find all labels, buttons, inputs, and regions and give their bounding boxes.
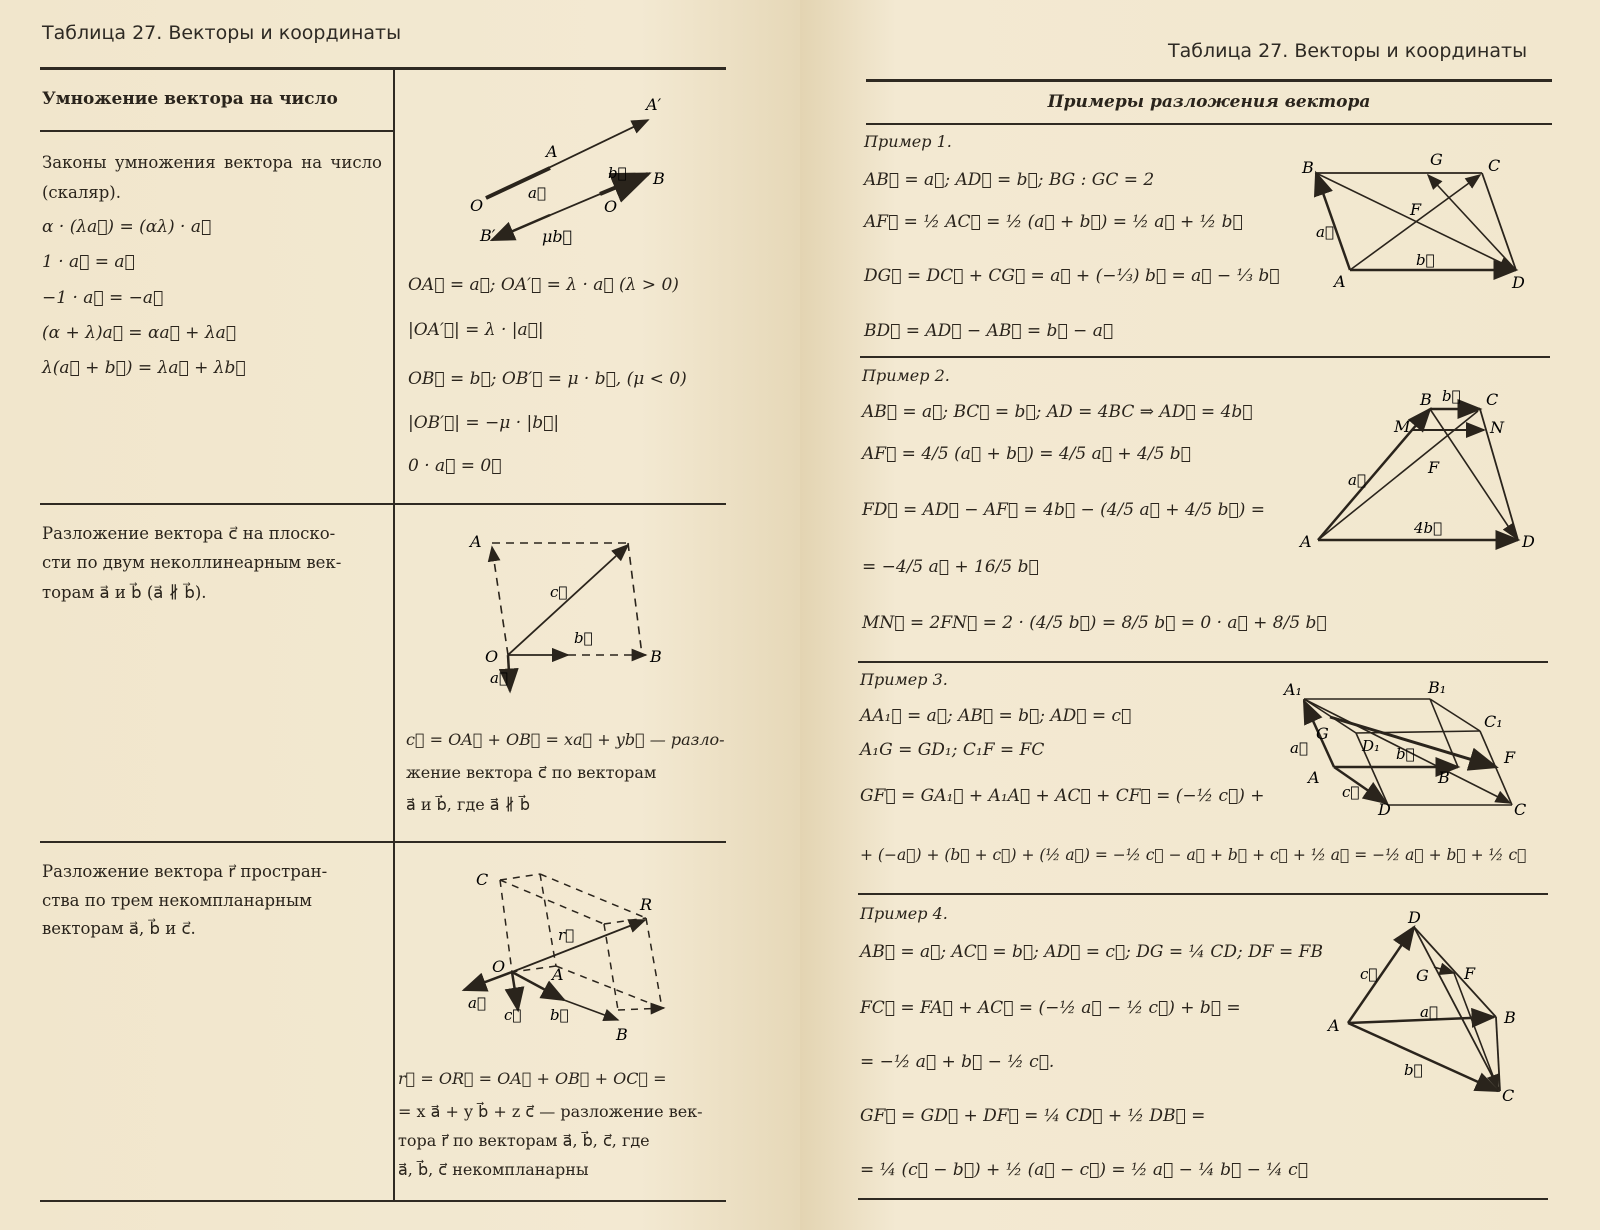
section-divider-1 xyxy=(40,503,726,505)
label-vec-c: c⃗ xyxy=(1360,965,1378,983)
label-c: C xyxy=(476,870,489,889)
formula-3: OB⃗ = b⃗; OB′⃗ = μ · b⃗, (μ < 0) xyxy=(408,369,687,389)
right-page-header: Таблица 27. Векторы и координаты xyxy=(1168,40,1528,62)
law-2: 1 · a⃗ = a⃗ xyxy=(42,252,135,272)
example3-line-2: A₁G = GD₁; C₁F = FC xyxy=(860,740,1045,760)
right-bottom-rule xyxy=(858,1198,1548,1200)
section2-line-1: Разложение вектора c⃗ на плоско- xyxy=(42,524,336,543)
section2-line-2: сти по двум неколлинеарным век- xyxy=(42,553,342,572)
label-vec-a: a⃗ xyxy=(528,184,546,202)
label-f: F xyxy=(1464,964,1476,983)
label-c: C xyxy=(1502,1086,1515,1105)
scalar-multiplication-diagram xyxy=(400,80,720,260)
label-vec-b: b⃗ xyxy=(550,1006,569,1024)
label-o2: O xyxy=(604,197,618,216)
label-f: F xyxy=(1428,458,1440,477)
label-a1: A₁ xyxy=(1284,680,1302,699)
law-4: (α + λ)a⃗ = αa⃗ + λa⃗ xyxy=(42,323,236,343)
label-f: F xyxy=(1504,748,1516,767)
label-c: C xyxy=(1486,390,1499,409)
example4-tetrahedron xyxy=(1320,905,1550,1105)
edge-bc xyxy=(1496,1017,1500,1091)
label-g: G xyxy=(1316,724,1329,743)
plane-decomposition-diagram xyxy=(450,525,690,695)
dashed-line-cb xyxy=(628,543,642,655)
table-column-divider xyxy=(393,67,395,1202)
label-b: B xyxy=(1302,158,1314,177)
example-divider-2 xyxy=(858,661,1548,663)
label-a: A xyxy=(1300,532,1312,551)
vec-fc xyxy=(1454,973,1498,1089)
label-vec-c: c⃗ xyxy=(504,1006,522,1024)
example2-line-1: AB⃗ = a⃗; BC⃗ = b⃗; AD = 4BC ⇒ AD⃗ = 4b⃗ xyxy=(862,402,1253,422)
example4-line-5: = ¼ (c⃗ − b⃗) + ½ (a⃗ − c⃗) = ½ a⃗ − ¼ b⃗ − ¼ c⃗ xyxy=(860,1160,1308,1180)
example2-line-5: MN⃗ = 2FN⃗ = 2 · (4/5 b⃗) = 8/5 b⃗ = 0 · a⃗ + 8/5 b⃗ xyxy=(862,613,1327,633)
example3-line-4: + (−a⃗) + (b⃗ + c⃗) + (½ a⃗) = −½ c⃗ − a⃗ + b⃗ + c⃗ + ½ a⃗ = −½ a⃗ + b⃗ + ½ c⃗ xyxy=(860,846,1527,864)
label-o: O xyxy=(492,957,506,976)
section3-formula-1: r⃗ = OR⃗ = OA⃗ + OB⃗ + OC⃗ = xyxy=(398,1069,667,1088)
label-vec-c: c⃗ xyxy=(550,583,568,601)
label-vec-b: b⃗ xyxy=(1416,251,1435,269)
section3-formula-4: a⃗, b⃗, c⃗ некомпланарны xyxy=(398,1160,589,1179)
label-vec-b: b⃗ xyxy=(1404,1061,1423,1079)
label-c: C xyxy=(1514,800,1527,819)
label-d: D xyxy=(1378,800,1391,819)
title-rule xyxy=(866,123,1552,125)
label-b: B xyxy=(1420,390,1432,409)
section2-formula-3: a⃗ и b⃗, где a⃗ ∦ b⃗ xyxy=(406,795,531,814)
law-5: λ(a⃗ + b⃗) = λa⃗ + λb⃗ xyxy=(42,358,246,378)
section1-title: Умножение вектора на число xyxy=(42,89,338,109)
vec-ac xyxy=(1348,1023,1498,1091)
example4-line-1: AB⃗ = a⃗; AC⃗ = b⃗; AD⃗ = c⃗; DG = ¼ CD; DF = FB xyxy=(860,942,1323,962)
label-vec-b: b⃗ xyxy=(1442,387,1461,405)
example2-line-2: AF⃗ = 4/5 (a⃗ + b⃗) = 4/5 a⃗ + 4/5 b⃗ xyxy=(862,444,1191,464)
label-vec-a: a⃗ xyxy=(1420,1003,1438,1021)
label-c: C xyxy=(1488,156,1501,175)
label-c1: C₁ xyxy=(1484,712,1503,731)
label-b: B xyxy=(1438,768,1450,787)
label-vec-b: b⃗ xyxy=(574,629,593,647)
label-vec-a: a⃗ xyxy=(1290,739,1308,757)
label-vec-a: a⃗ xyxy=(490,669,508,687)
example1-line-3: DG⃗ = DC⃗ + CG⃗ = a⃗ + (−⅓) b⃗ = a⃗ − ⅓ b⃗ xyxy=(864,266,1280,286)
label-d: D xyxy=(1522,532,1535,551)
label-n: N xyxy=(1490,418,1504,437)
vector-c xyxy=(508,545,628,655)
example4-title: Пример 4. xyxy=(860,904,948,923)
label-r: R xyxy=(640,895,653,914)
label-d: D xyxy=(1408,908,1421,927)
section3-line-3: векторам a⃗, b⃗ и c⃗. xyxy=(42,919,196,938)
label-b1: B₁ xyxy=(1428,678,1447,697)
label-b: B xyxy=(650,647,662,666)
label-vec-b: b⃗ xyxy=(1396,745,1415,763)
label-b: B xyxy=(616,1025,628,1044)
label-vec-a: a⃗ xyxy=(1316,223,1334,241)
example3-line-1: AA₁⃗ = a⃗; AB⃗ = b⃗; AD⃗ = c⃗ xyxy=(860,706,1132,726)
section1-intro: Законы умножения вектора на число (скаляр). xyxy=(42,153,382,202)
right-page xyxy=(800,0,1600,1230)
label-vec-c: c⃗ xyxy=(1342,783,1360,801)
label-a: A xyxy=(470,532,482,551)
label-a: A xyxy=(1334,272,1346,291)
label-b-prime: B′ xyxy=(480,226,496,245)
label-vec-r: r⃗ xyxy=(558,926,575,944)
examples-title: Примеры разложения вектора xyxy=(1047,92,1371,112)
example1-title: Пример 1. xyxy=(864,132,952,151)
section-divider-2 xyxy=(40,841,726,843)
section3-line-1: Разложение вектора r⃗ простран- xyxy=(42,862,328,881)
label-o1: O xyxy=(470,196,484,215)
section1-title-rule xyxy=(40,130,394,132)
formula-5: 0 · a⃗ = 0⃗ xyxy=(408,456,502,476)
right-top-rule xyxy=(866,79,1552,82)
vec-dg xyxy=(1428,175,1516,270)
example4-line-3: = −½ a⃗ + b⃗ − ½ c⃗. xyxy=(860,1052,1055,1072)
space-decomposition-diagram xyxy=(440,860,700,1050)
label-vec-b: b⃗ xyxy=(608,164,627,182)
law-1: α · (λa⃗) = (αλ) · a⃗ xyxy=(42,217,212,237)
example-divider-1 xyxy=(860,356,1550,358)
label-b: B xyxy=(1504,1008,1516,1027)
vec-ad xyxy=(1348,927,1414,1023)
label-a: A xyxy=(546,142,558,161)
vector-c xyxy=(512,972,518,1010)
label-mu-b: μb⃗ xyxy=(542,227,573,246)
label-g: G xyxy=(1416,966,1429,985)
law-3: −1 · a⃗ = −a⃗ xyxy=(42,288,164,308)
example2-line-3: FD⃗ = AD⃗ − AF⃗ = 4b⃗ − (4/5 a⃗ + 4/5 b⃗) = xyxy=(862,500,1266,520)
label-o: O xyxy=(485,647,499,666)
formula-4: |OB′⃗| = −μ · |b⃗| xyxy=(408,413,560,433)
example3-title: Пример 3. xyxy=(860,670,948,689)
vec-ac xyxy=(1350,175,1480,270)
example1-parallelogram xyxy=(1290,145,1550,295)
formula-2: |OA′⃗| = λ · |a⃗| xyxy=(408,320,544,340)
section2-formula-2: жение вектора c⃗ по векторам xyxy=(406,763,657,782)
label-f: F xyxy=(1410,200,1422,219)
label-d: D xyxy=(1512,273,1525,292)
table-top-rule xyxy=(40,67,726,70)
formula-1: OA⃗ = a⃗; OA′⃗ = λ · a⃗ (λ > 0) xyxy=(408,275,679,295)
example4-line-2: FC⃗ = FA⃗ + AC⃗ = (−½ a⃗ − ½ c⃗) + b⃗ = xyxy=(860,998,1241,1018)
example-divider-3 xyxy=(858,893,1548,895)
section3-formula-3: тора r⃗ по векторам a⃗, b⃗, c⃗, где xyxy=(398,1131,650,1150)
example2-title: Пример 2. xyxy=(862,366,950,385)
left-page-header: Таблица 27. Векторы и координаты xyxy=(42,22,402,44)
label-vec-a: a⃗ xyxy=(468,994,486,1012)
label-d1: D₁ xyxy=(1362,737,1381,755)
example4-line-4: GF⃗ = GD⃗ + DF⃗ = ¼ CD⃗ + ½ DB⃗ = xyxy=(860,1106,1206,1126)
example3-parallelepiped xyxy=(1278,675,1548,825)
label-a: A xyxy=(1308,768,1320,787)
example2-line-4: = −4/5 a⃗ + 16/5 b⃗ xyxy=(862,557,1039,577)
vector-a xyxy=(508,655,510,691)
example1-line-2: AF⃗ = ½ AC⃗ = ½ (a⃗ + b⃗) = ½ a⃗ + ½ b⃗ xyxy=(864,212,1243,232)
vector-r xyxy=(512,920,645,972)
table-bottom-rule xyxy=(40,1200,726,1202)
label-a: A xyxy=(552,965,564,984)
label-a-prime: A′ xyxy=(646,95,662,114)
section3-formula-2: = x a⃗ + y b⃗ + z c⃗ — разложение век- xyxy=(398,1102,703,1121)
example2-trapezoid xyxy=(1290,385,1550,560)
label-b: B xyxy=(653,169,665,188)
label-4b: 4b⃗ xyxy=(1414,519,1443,537)
dashed-br xyxy=(618,1008,664,1010)
example1-line-4: BD⃗ = AD⃗ − AB⃗ = b⃗ − a⃗ xyxy=(864,321,1114,341)
dashed-vector-oa xyxy=(492,547,508,655)
section2-formula-1: c⃗ = OA⃗ + OB⃗ = xa⃗ + yb⃗ — разло- xyxy=(406,730,725,749)
label-a: A xyxy=(1328,1016,1340,1035)
section2-line-3: торам a⃗ и b⃗ (a⃗ ∦ b⃗). xyxy=(42,583,207,602)
label-vec-a: a⃗ xyxy=(1348,471,1366,489)
example1-line-1: AB⃗ = a⃗; AD⃗ = b⃗; BG : GC = 2 xyxy=(864,170,1155,190)
section3-line-2: ства по трем некомпланарным xyxy=(42,891,312,910)
example3-line-3: GF⃗ = GA₁⃗ + A₁A⃗ + AC⃗ + CF⃗ = (−½ c⃗) + xyxy=(860,786,1265,806)
label-m: M xyxy=(1394,417,1411,436)
vector-ob xyxy=(564,1000,618,1020)
label-g: G xyxy=(1430,150,1443,169)
